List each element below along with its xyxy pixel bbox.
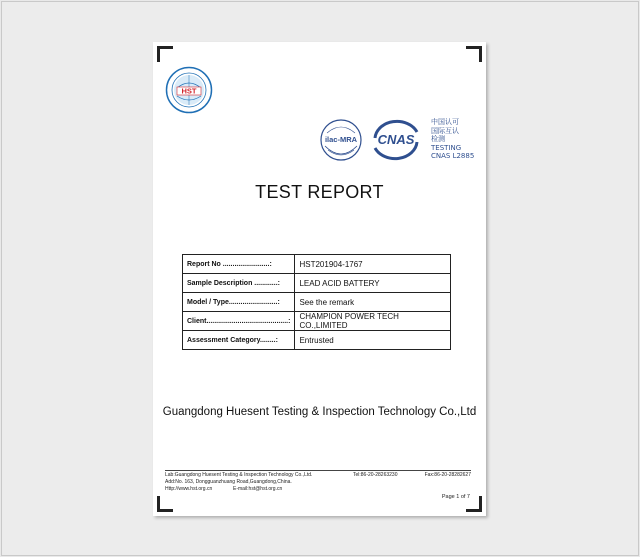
crop-mark-bottom-left (157, 496, 173, 512)
field-label: Report No ........................: (183, 255, 295, 274)
page-number: Page 1 of 7 (441, 494, 470, 500)
table-row (183, 312, 451, 331)
table-row (183, 274, 451, 293)
footer-fax: Fax:86-20-28282627 (424, 472, 471, 478)
hst-seal-text: HST (181, 86, 197, 96)
report-title: TEST REPORT (255, 182, 384, 202)
field-value: LEAD ACID BATTERY (295, 274, 451, 293)
document-page (153, 42, 486, 516)
field-label: Client..........................................: (183, 312, 295, 331)
table-row (183, 331, 451, 350)
footer-email: E-mail:hst@hst.org.cn (233, 486, 283, 492)
ilac-mra-text: ilac-MRA (324, 135, 358, 144)
field-label: Assessment Category........: (183, 331, 295, 350)
field-value: CHAMPION POWER TECH CO.,LIMITED (295, 312, 451, 331)
cnas-caption-line: 中国认可 (431, 118, 459, 126)
crop-mark-top-left (157, 46, 173, 62)
cnas-caption-line: TESTING (431, 143, 462, 152)
footer-lab: Lab:Guangdong Huesent Testing & Inspection Technology Co.,Ltd. (165, 472, 313, 478)
cnas-caption-line: 国际互认 (431, 126, 459, 135)
cnas-caption-line: 检测 (431, 135, 445, 143)
cnas-logo (369, 118, 423, 162)
field-value: Entrusted (295, 331, 451, 350)
hst-seal-logo (165, 66, 213, 114)
company-name: Guangdong Huesent Testing & Inspection Technology Co.,Ltd (162, 406, 477, 418)
table-row (183, 255, 451, 274)
cnas-caption (431, 118, 481, 161)
field-value: See the remark (295, 293, 451, 312)
report-info-table (182, 254, 451, 350)
table-row (183, 293, 451, 312)
crop-mark-top-right (466, 46, 482, 62)
footer-address: Add:No. 163, Dongguanzhuang Road,Guangdong,China. (165, 479, 292, 485)
field-label: Sample Description ............: (183, 274, 295, 293)
field-value: HST201904-1767 (295, 255, 451, 274)
page-footer (165, 472, 471, 493)
cnas-caption-line: CNAS L2885 (431, 152, 475, 160)
footer-website: Http://www.hst.org.cn (165, 486, 213, 492)
footer-tel: Tel:86-20-28263230 (353, 472, 398, 478)
cnas-logo-text: CNAS (377, 132, 415, 147)
field-label: Model / Type.........................: (183, 293, 295, 312)
footer-divider (165, 470, 471, 471)
ilac-mra-logo (319, 118, 363, 162)
